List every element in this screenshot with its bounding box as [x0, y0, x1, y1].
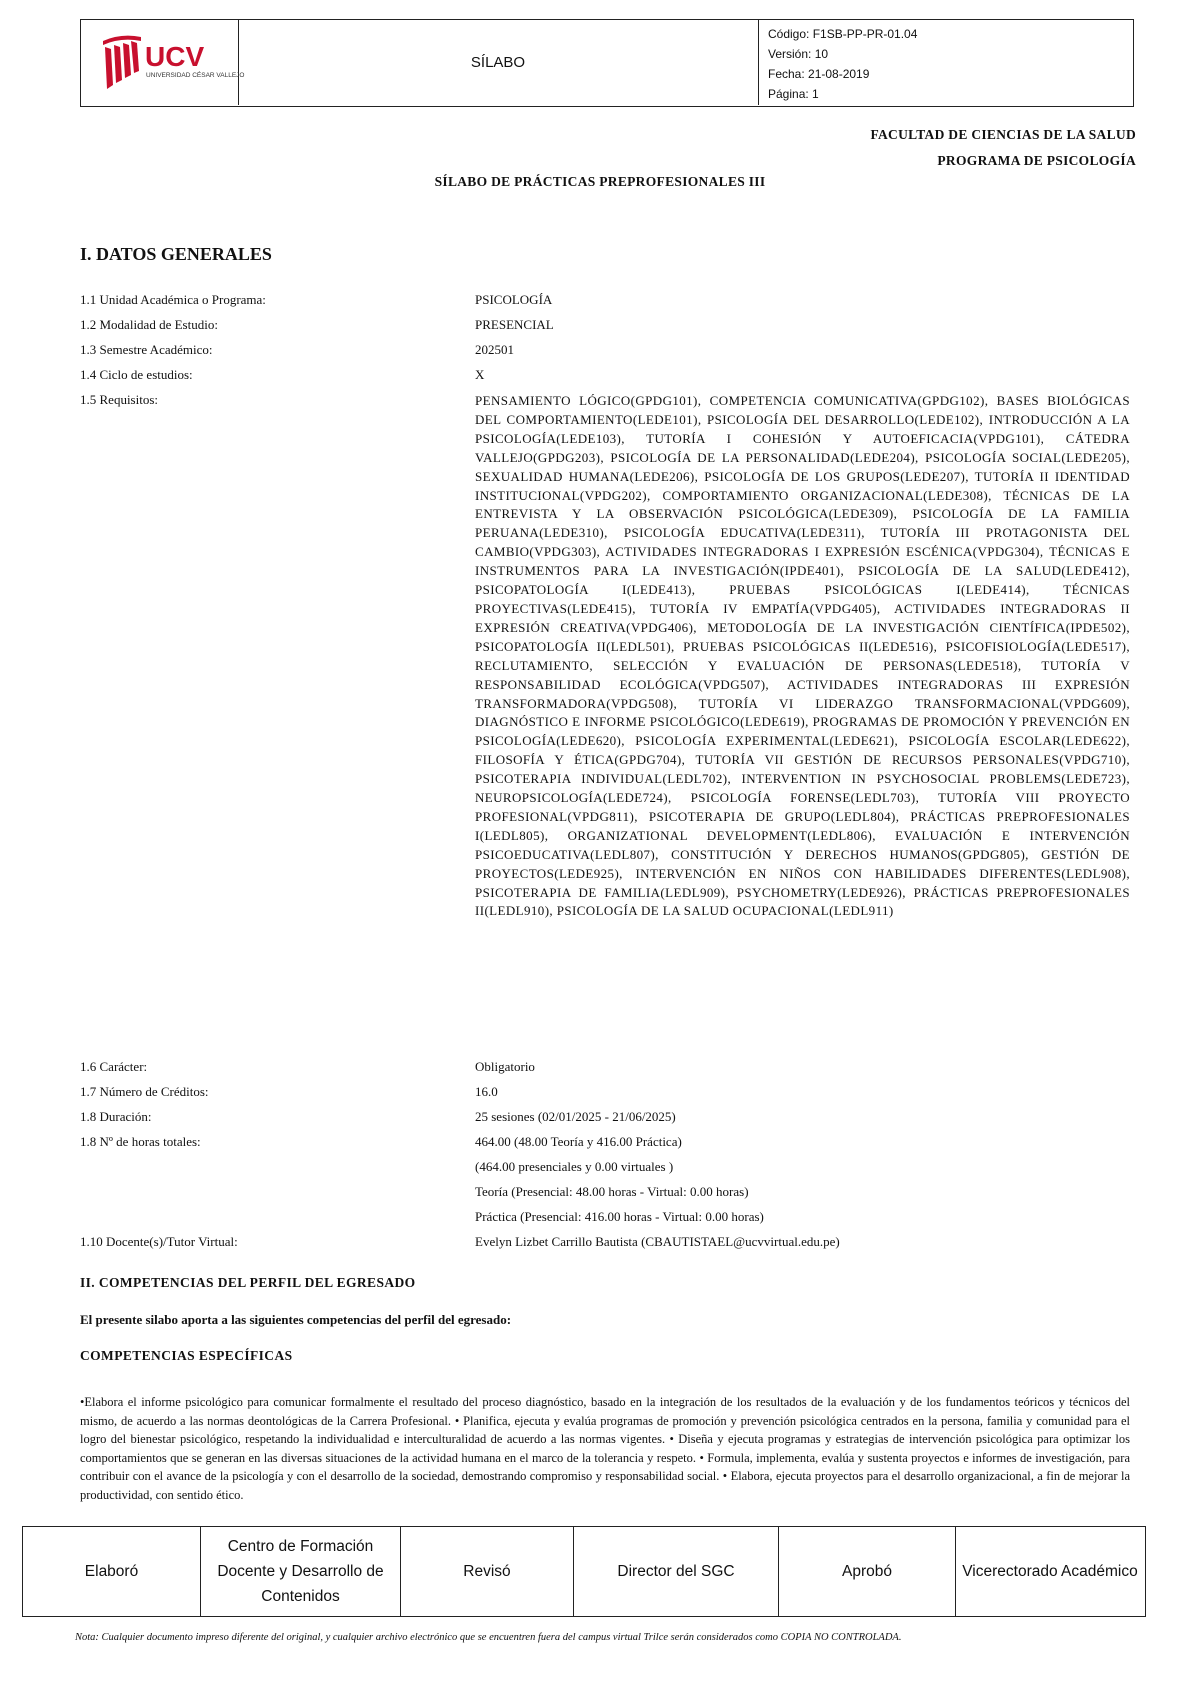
row-value: PSICOLOGÍA	[475, 292, 553, 307]
competencies-text: •Elabora el informe psicológico para comunicar formalmente el resultado del proceso diagnóstico, basado en la integración de los resultados de la evaluación y de los fundamentos teóricos y técnicos del mismo, de acuerdo a las normas deontológicas de la Carrera Profesional. • Planifica, ejecuta y evalúa programas de promoción y prevención psicológica centrados en la persona, familia y comunidad para el logro del bienestar psicológico, respetando la individualidad e interculturalidad de acuerdo a las normas vigentes. • Diseña y ejecuta programas y estrategias de intervención psicológica para optimizar los comportamientos que se generan en las diversas situaciones de la actividad humana en el marco de la tolerancia y respeto. • Formula, implementa, evalúa y sustenta proyectos e informes de investigación, para contribuir con el avance de la psicología y con el desarrollo de la sociedad, demostrando compromiso y responsabilidad social. • Elabora, ejecuta proyectos para el desarrollo organizacional, a fin de mejorar la productividad, con sentido ético.	[80, 1395, 1130, 1502]
ucv-logo-subtext: UNIVERSIDAD CÉSAR VALLEJO	[146, 72, 245, 79]
syllabus-title: SÍLABO DE PRÁCTICAS PREPROFESIONALES III	[434, 174, 766, 189]
section-2-title: II. COMPETENCIAS DEL PERFIL DEL EGRESADO	[80, 1275, 416, 1290]
approval-cell: Aprobó	[779, 1527, 956, 1616]
approval-cell: Vicerectorado Académico	[962, 1563, 1138, 1580]
row-label: 1.8 Duración:	[80, 1109, 152, 1124]
row-value: 464.00 (48.00 Teoría y 416.00 Práctica)	[475, 1134, 682, 1149]
row-value: Teoría (Presencial: 48.00 horas - Virtual: 0.00 horas)	[475, 1184, 749, 1199]
row-label: 1.1 Unidad Académica o Programa:	[80, 292, 266, 307]
approval-cell: Director del SGC	[574, 1527, 779, 1616]
row-label: 1.6 Carácter:	[80, 1059, 148, 1074]
row-value: Evelyn Lizbet Carrillo Bautista (CBAUTISTAEL@ucvvirtual.edu.pe)	[475, 1234, 840, 1249]
row-value: X	[475, 367, 485, 382]
approval-cell: Revisó	[401, 1527, 574, 1616]
program-name: PROGRAMA DE PSICOLOGÍA	[937, 153, 1136, 168]
footer-note: Nota: Cualquier documento impreso diferente del original, y cualquier archivo electrónico que se encuentren fuera del campus virtual Trilce serán considerados como COPIA NO CONTROLADA.	[75, 1632, 902, 1643]
section-2-intro: El presente silabo aporta a las siguientes competencias del perfil del egresado:	[80, 1312, 512, 1327]
approval-table	[22, 1526, 1146, 1617]
row-label: 1.10 Docente(s)/Tutor Virtual:	[80, 1234, 238, 1249]
row-label: 1.8 Nº de horas totales:	[80, 1134, 201, 1149]
row-value: 16.0	[475, 1084, 498, 1099]
row-value: 202501	[475, 342, 514, 357]
row-value: (464.00 presenciales y 0.00 virtuales )	[475, 1159, 674, 1174]
section-1-title: I. DATOS GENERALES	[80, 244, 272, 264]
doc-meta	[768, 24, 1128, 104]
row-label: 1.7 Número de Créditos:	[80, 1084, 209, 1099]
row-value: 25 sesiones (02/01/2025 - 21/06/2025)	[475, 1109, 676, 1124]
doc-version: Versión: 10	[768, 47, 829, 61]
requisites-text: PENSAMIENTO LÓGICO(GPDG101), COMPETENCIA COMUNICATIVA(GPDG102), BASES BIOLÓGICAS DEL COMPORTAMIENTO(LEDE101), PSICOLOGÍA DEL DESARROLLO(LEDE102), INTRODUCCIÓN A LA PSICOLOGÍA(LEDE103), TUTORÍA I COHESIÓN Y AUTOEFICACIA(VPDG101), CÁTEDRA VALLEJO(GPDG203), PSICOLOGÍA DE LA PERSONALIDAD(LEDE204), PSICOLOGÍA SOCIAL(LEDE205), SEXUALIDAD HUMANA(LEDE206), PSICOLOGÍA DE LOS GRUPOS(LEDE207), TUTORÍA II IDENTIDAD INSTITUCIONAL(VPDG202), COMPORTAMIENTO ORGANIZACIONAL(LEDE308), TÉCNICAS DE LA ENTREVISTA Y LA OBSERVACIÓN PSICOLÓGICA(LEDE309), PSICOLOGÍA DE LA FAMILIA PERUANA(LEDE310), PSICOLOGÍA EDUCATIVA(LEDE311), TUTORÍA III PROTAGONISTA DEL CAMBIO(VPDG303), ACTIVIDADES INTEGRADORAS I EXPRESIÓN ESCÉNICA(VPDG304), TÉCNICAS E INSTRUMENTOS PARA LA INVESTIGACIÓN(IPDE401), PSICOLOGÍA DE LA SALUD(LEDE412), PSICOPATOLOGÍA I(LEDE413), PRUEBAS PSICOLÓGICAS I(LEDE414), TÉCNICAS PROYECTIVAS(LEDE415), TUTORÍA IV EMPATÍA(VPDG405), ACTIVIDADES INTEGRADORAS II EXPRESIÓN CREATIVA(VPDG406), METODOLOGÍA DE LA INVESTIGACIÓN CIENTÍFICA(IPDE502), PSICOPATOLOGÍA II(LEDL501), PRUEBAS PSICOLÓGICAS II(LEDE516), PSICOFISIOLOGÍA(LEDE517), RECLUTAMIENTO, SELECCIÓN Y EVALUACIÓN DE PERSONAS(LEDE518), TUTORÍA V RESPONSABILIDAD ECOLÓGICA(VPDG507), ACTIVIDADES INTEGRADORAS III EXPRESIÓN TRANSFORMADORA(VPDG508), TUTORÍA VI LIDERAZGO TRANSFORMACIONAL(VPDG609), DIAGNÓSTICO E INFORME PSICOLÓGICO(LEDE619), PROGRAMAS DE PROMOCIÓN Y PREVENCIÓN EN PSICOLOGÍA(LEDE620), PSICOLOGÍA EXPERIMENTAL(LEDE621), PSICOLOGÍA ESCOLAR(LEDE622), FILOSOFÍA Y ÉTICA(GPDG704), TUTORÍA VII GESTIÓN DE RECURSOS PERSONALES(VPDG710), PSICOTERAPIA INDIVIDUAL(LEDL702), INTERVENTION IN PSYCHOSOCIAL PROBLEMS(LEDE723), NEUROPSICOLOGÍA(LEDE724), PSICOLOGÍA FORENSE(LEDL703), TUTORÍA VIII PROYECTO PROFESIONAL(VPDG811), PSICOTERAPIA DE GRUPO(LEDL804), PRÁCTICAS PREPROFESIONALES I(LEDL805), ORGANIZATIONAL DEVELOPMENT(LEDL806), EVALUACIÓN E INTERVENCIÓN PSICOEDUCATIVA(LEDL807), CONSTITUCIÓN Y DERECHOS HUMANOS(GPDG805), GESTIÓN DE PROYECTOS(LEDE925), INTERVENCIÓN EN NIÑOS CON HABILIDADES DIFERENTES(LEDL908), PSICOTERAPIA DE FAMILIA(LEDL909), PSYCHOMETRY(LEDE926), PRÁCTICAS PREPROFESIONALES II(LEDL910), PSICOLOGÍA DE LA SALUD OCUPACIONAL(LEDL911)	[475, 393, 1130, 919]
ucv-logo	[101, 33, 245, 96]
row-value: PRESENCIAL	[475, 317, 554, 332]
doc-page: Página: 1	[768, 87, 819, 101]
section-2-subtitle: COMPETENCIAS ESPECÍFICAS	[80, 1348, 293, 1363]
doc-code: Código: F1SB-PP-PR-01.04	[768, 27, 918, 41]
doc-type-title: SÍLABO	[238, 20, 759, 105]
logo-cell	[81, 20, 245, 105]
ucv-logo-text: UCV	[145, 41, 205, 72]
faculty-name: FACULTAD DE CIENCIAS DE LA SALUD	[870, 127, 1136, 142]
document-header	[80, 19, 1134, 107]
row-value: Práctica (Presencial: 416.00 horas - Virtual: 0.00 horas)	[475, 1209, 764, 1224]
row-value: Obligatorio	[475, 1059, 535, 1074]
faculty-block	[870, 122, 1136, 174]
row-label: 1.5 Requisitos:	[80, 392, 159, 407]
doc-date: Fecha: 21-08-2019	[768, 67, 870, 81]
approval-cell: Centro de Formación Docente y Desarrollo de Contenidos	[201, 1527, 401, 1616]
approval-cell: Elaboró	[23, 1527, 201, 1616]
row-label: 1.2 Modalidad de Estudio:	[80, 317, 218, 332]
row-label: 1.3 Semestre Académico:	[80, 342, 213, 357]
row-label: 1.4 Ciclo de estudios:	[80, 367, 193, 382]
